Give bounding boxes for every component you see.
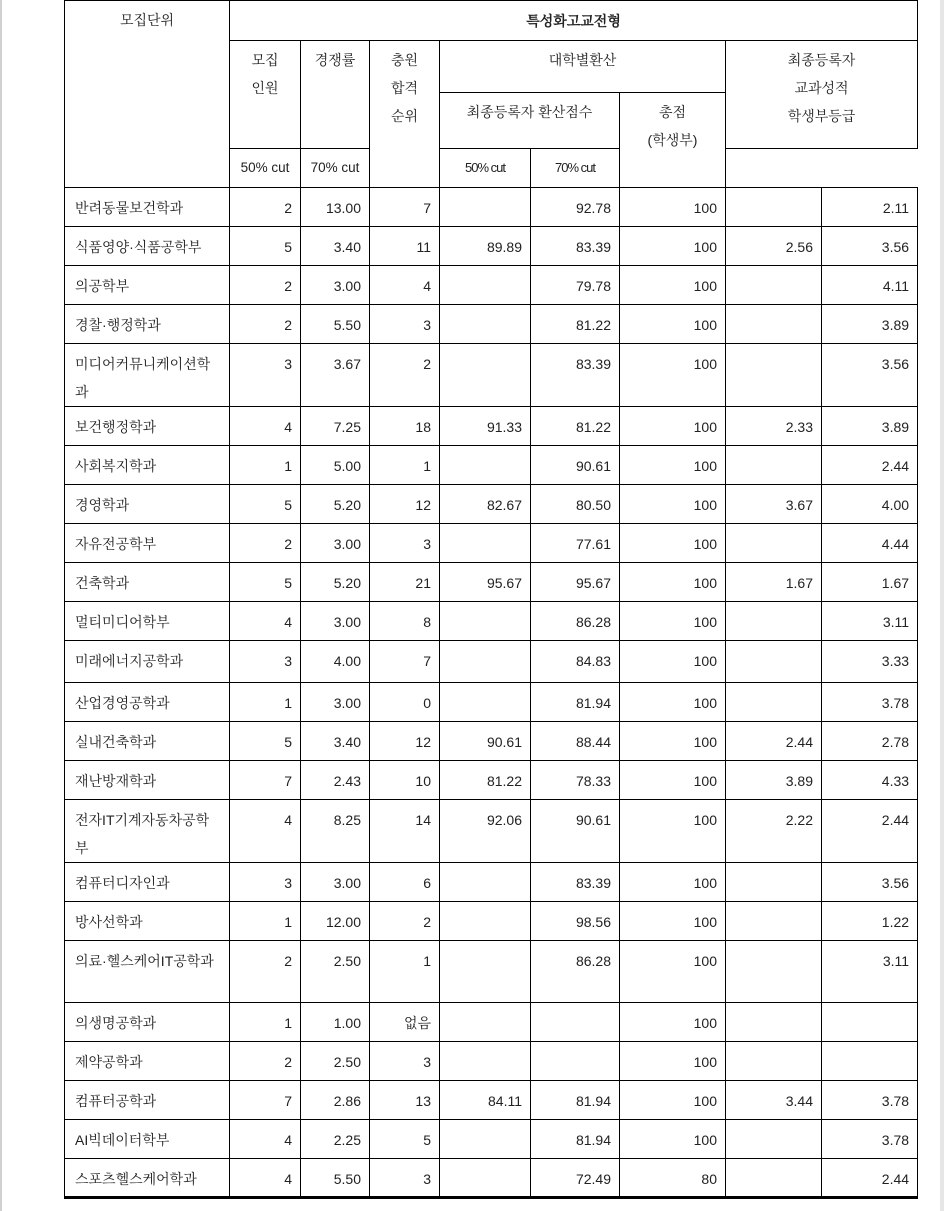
header-unit: 모집단위	[65, 1, 230, 188]
table-row	[65, 1003, 918, 1042]
table-row	[65, 188, 918, 227]
competition-rate-cell: 2.86	[301, 1081, 370, 1120]
recruit-count-cell: 4	[230, 602, 301, 641]
admission-results-table	[64, 0, 918, 1199]
unit-name-cell: AI빅데이터학부	[65, 1120, 230, 1159]
table-row	[65, 1081, 918, 1120]
table-row	[65, 524, 918, 563]
grade-70-cut-cell: 2.44	[822, 1159, 918, 1198]
grade-70-cut-cell: 3.56	[822, 863, 918, 902]
competition-rate-cell: 3.00	[301, 524, 370, 563]
grade-70-cut-cell	[822, 1003, 918, 1042]
score-50-cut-cell	[440, 683, 531, 722]
competition-rate-cell: 2.50	[301, 1042, 370, 1081]
score-70-cut-cell: 83.39	[531, 227, 620, 266]
score-50-cut-cell	[440, 524, 531, 563]
unit-name-cell: 의료·헬스케어IT공학과	[65, 941, 230, 1003]
competition-rate-cell: 5.00	[301, 446, 370, 485]
additional-rank-cell: 21	[370, 563, 440, 602]
recruit-count-cell: 1	[230, 446, 301, 485]
unit-name-cell: 보건행정학과	[65, 407, 230, 446]
grade-50-cut-cell: 3.44	[726, 1081, 822, 1120]
score-70-cut-cell: 81.22	[531, 305, 620, 344]
header-total: 총점 (학생부)	[620, 93, 726, 188]
unit-name-cell: 의생명공학과	[65, 1003, 230, 1042]
header-additional-rank: 충원 합격 순위	[370, 41, 440, 188]
competition-rate-cell: 2.25	[301, 1120, 370, 1159]
score-50-cut-cell: 81.22	[440, 761, 531, 800]
additional-rank-cell: 18	[370, 407, 440, 446]
total-score-cell: 100	[620, 407, 726, 446]
grade-50-cut-cell	[726, 641, 822, 683]
unit-name-cell: 건축학과	[65, 563, 230, 602]
recruit-count-cell: 2	[230, 266, 301, 305]
header-score-50-cut: 50% cut	[230, 149, 301, 188]
competition-rate-cell: 3.67	[301, 344, 370, 407]
competition-rate-cell: 12.00	[301, 902, 370, 941]
grade-70-cut-cell: 4.33	[822, 761, 918, 800]
additional-rank-cell: 5	[370, 1120, 440, 1159]
table-row	[65, 227, 918, 266]
unit-name-cell: 재난방재학과	[65, 761, 230, 800]
header-grade-50-cut: 50% cut	[440, 149, 531, 188]
competition-rate-cell: 7.25	[301, 407, 370, 446]
competition-rate-cell: 5.50	[301, 1159, 370, 1198]
competition-rate-cell: 8.25	[301, 800, 370, 863]
unit-name-cell: 방사선학과	[65, 902, 230, 941]
competition-rate-cell: 5.20	[301, 563, 370, 602]
unit-name-cell: 사회복지학과	[65, 446, 230, 485]
additional-rank-cell: 3	[370, 1159, 440, 1198]
table-row	[65, 722, 918, 761]
table-row	[65, 761, 918, 800]
unit-name-cell: 컴퓨터공학과	[65, 1081, 230, 1120]
grade-70-cut-cell: 2.44	[822, 446, 918, 485]
total-score-cell: 100	[620, 683, 726, 722]
score-50-cut-cell	[440, 602, 531, 641]
grade-70-cut-cell: 3.78	[822, 1120, 918, 1159]
score-50-cut-cell	[440, 941, 531, 1003]
total-score-cell: 100	[620, 1120, 726, 1159]
recruit-count-cell: 3	[230, 344, 301, 407]
grade-70-cut-cell: 2.11	[822, 188, 918, 227]
score-50-cut-cell	[440, 863, 531, 902]
score-70-cut-cell: 88.44	[531, 722, 620, 761]
additional-rank-cell: 12	[370, 485, 440, 524]
unit-name-cell: 경찰·행정학과	[65, 305, 230, 344]
score-70-cut-cell: 92.78	[531, 188, 620, 227]
table-row	[65, 563, 918, 602]
header-grade-70-cut: 70% cut	[531, 149, 620, 188]
competition-rate-cell: 3.00	[301, 266, 370, 305]
table-row	[65, 485, 918, 524]
recruit-count-cell: 5	[230, 227, 301, 266]
header-conversion: 대학별환산	[440, 41, 726, 93]
score-50-cut-cell	[440, 266, 531, 305]
grade-50-cut-cell	[726, 1159, 822, 1198]
recruit-count-cell: 3	[230, 641, 301, 683]
recruit-count-cell: 1	[230, 1003, 301, 1042]
total-score-cell: 100	[620, 761, 726, 800]
score-70-cut-cell: 83.39	[531, 344, 620, 407]
total-score-cell: 100	[620, 641, 726, 683]
grade-70-cut-cell: 3.56	[822, 344, 918, 407]
score-50-cut-cell	[440, 1003, 531, 1042]
score-70-cut-cell: 86.28	[531, 941, 620, 1003]
competition-rate-cell: 5.50	[301, 305, 370, 344]
total-score-cell: 100	[620, 863, 726, 902]
grade-50-cut-cell: 2.22	[726, 800, 822, 863]
score-70-cut-cell: 98.56	[531, 902, 620, 941]
grade-70-cut-cell: 3.56	[822, 227, 918, 266]
score-50-cut-cell: 89.89	[440, 227, 531, 266]
grade-50-cut-cell	[726, 863, 822, 902]
grade-50-cut-cell	[726, 902, 822, 941]
score-50-cut-cell	[440, 902, 531, 941]
table-row	[65, 344, 918, 407]
header-competition: 경쟁률	[301, 41, 370, 149]
additional-rank-cell: 10	[370, 761, 440, 800]
table-row	[65, 641, 918, 683]
unit-name-cell: 미래에너지공학과	[65, 641, 230, 683]
grade-70-cut-cell: 3.11	[822, 602, 918, 641]
total-score-cell: 100	[620, 227, 726, 266]
additional-rank-cell: 3	[370, 305, 440, 344]
unit-name-cell: 전자IT기계자동차공학부	[65, 800, 230, 863]
competition-rate-cell: 3.40	[301, 227, 370, 266]
unit-name-cell: 의공학부	[65, 266, 230, 305]
score-50-cut-cell	[440, 305, 531, 344]
grade-50-cut-cell	[726, 188, 822, 227]
total-score-cell: 100	[620, 902, 726, 941]
competition-rate-cell: 2.50	[301, 941, 370, 1003]
grade-70-cut-cell: 4.11	[822, 266, 918, 305]
grade-50-cut-cell: 3.67	[726, 485, 822, 524]
recruit-count-cell: 1	[230, 683, 301, 722]
recruit-count-cell: 5	[230, 563, 301, 602]
grade-50-cut-cell	[726, 602, 822, 641]
score-70-cut-cell: 90.61	[531, 446, 620, 485]
recruit-count-cell: 2	[230, 1042, 301, 1081]
recruit-count-cell: 4	[230, 800, 301, 863]
grade-70-cut-cell: 3.78	[822, 1081, 918, 1120]
grade-70-cut-cell: 4.00	[822, 485, 918, 524]
grade-50-cut-cell: 3.89	[726, 761, 822, 800]
score-70-cut-cell: 81.94	[531, 1081, 620, 1120]
unit-name-cell: 경영학과	[65, 485, 230, 524]
total-score-cell: 100	[620, 941, 726, 1003]
header-score-70-cut: 70% cut	[301, 149, 370, 188]
score-70-cut-cell: 81.94	[531, 1120, 620, 1159]
grade-50-cut-cell	[726, 1042, 822, 1081]
score-50-cut-cell: 95.67	[440, 563, 531, 602]
recruit-count-cell: 2	[230, 305, 301, 344]
grade-50-cut-cell	[726, 1120, 822, 1159]
total-score-cell: 100	[620, 563, 726, 602]
additional-rank-cell: 14	[370, 800, 440, 863]
grade-50-cut-cell	[726, 266, 822, 305]
score-50-cut-cell	[440, 1159, 531, 1198]
grade-50-cut-cell	[726, 524, 822, 563]
score-70-cut-cell: 86.28	[531, 602, 620, 641]
score-50-cut-cell	[440, 1042, 531, 1081]
table-row	[65, 446, 918, 485]
total-score-cell: 100	[620, 524, 726, 563]
grade-70-cut-cell: 4.44	[822, 524, 918, 563]
total-score-cell: 100	[620, 266, 726, 305]
additional-rank-cell: 2	[370, 902, 440, 941]
grade-70-cut-cell: 2.78	[822, 722, 918, 761]
total-score-cell: 100	[620, 188, 726, 227]
competition-rate-cell: 13.00	[301, 188, 370, 227]
score-70-cut-cell: 78.33	[531, 761, 620, 800]
total-score-cell: 100	[620, 446, 726, 485]
score-70-cut-cell	[531, 1003, 620, 1042]
score-70-cut-cell: 84.83	[531, 641, 620, 683]
score-50-cut-cell	[440, 1120, 531, 1159]
unit-name-cell: 미디어커뮤니케이션학과	[65, 344, 230, 407]
grade-50-cut-cell: 2.56	[726, 227, 822, 266]
grade-50-cut-cell	[726, 446, 822, 485]
competition-rate-cell: 3.00	[301, 863, 370, 902]
unit-name-cell: 제약공학과	[65, 1042, 230, 1081]
table-body	[65, 188, 918, 1198]
additional-rank-cell: 2	[370, 344, 440, 407]
score-50-cut-cell	[440, 344, 531, 407]
left-window-edge	[0, 0, 2, 1211]
additional-rank-cell: 12	[370, 722, 440, 761]
table-row	[65, 800, 918, 863]
recruit-count-cell: 1	[230, 902, 301, 941]
grade-50-cut-cell	[726, 344, 822, 407]
total-score-cell: 80	[620, 1159, 726, 1198]
total-score-cell: 100	[620, 602, 726, 641]
table-row	[65, 902, 918, 941]
score-70-cut-cell: 81.94	[531, 683, 620, 722]
score-70-cut-cell: 72.49	[531, 1159, 620, 1198]
total-score-cell: 100	[620, 305, 726, 344]
total-score-cell: 100	[620, 344, 726, 407]
total-score-cell: 100	[620, 1042, 726, 1081]
additional-rank-cell: 7	[370, 641, 440, 683]
competition-rate-cell: 5.20	[301, 485, 370, 524]
table-row	[65, 1120, 918, 1159]
grade-70-cut-cell	[822, 1042, 918, 1081]
grade-50-cut-cell	[726, 683, 822, 722]
recruit-count-cell: 4	[230, 407, 301, 446]
grade-50-cut-cell	[726, 941, 822, 1003]
competition-rate-cell: 1.00	[301, 1003, 370, 1042]
recruit-count-cell: 7	[230, 1081, 301, 1120]
recruit-count-cell: 3	[230, 863, 301, 902]
total-score-cell: 100	[620, 722, 726, 761]
additional-rank-cell: 6	[370, 863, 440, 902]
competition-rate-cell: 2.43	[301, 761, 370, 800]
grade-50-cut-cell	[726, 1003, 822, 1042]
additional-rank-cell: 4	[370, 266, 440, 305]
score-70-cut-cell: 83.39	[531, 863, 620, 902]
total-score-cell: 100	[620, 1003, 726, 1042]
header-admission-type: 특성화고교전형	[230, 1, 918, 41]
additional-rank-cell: 1	[370, 446, 440, 485]
additional-rank-cell: 13	[370, 1081, 440, 1120]
additional-rank-cell: 1	[370, 941, 440, 1003]
table-row	[65, 1159, 918, 1198]
competition-rate-cell: 3.40	[301, 722, 370, 761]
recruit-count-cell: 7	[230, 761, 301, 800]
competition-rate-cell: 4.00	[301, 641, 370, 683]
unit-name-cell: 스포츠헬스케어학과	[65, 1159, 230, 1198]
score-70-cut-cell: 95.67	[531, 563, 620, 602]
score-70-cut-cell: 80.50	[531, 485, 620, 524]
recruit-count-cell: 4	[230, 1120, 301, 1159]
grade-70-cut-cell: 2.44	[822, 800, 918, 863]
unit-name-cell: 자유전공학부	[65, 524, 230, 563]
score-50-cut-cell: 84.11	[440, 1081, 531, 1120]
total-score-cell: 100	[620, 485, 726, 524]
header-final-score: 최종등록자 환산점수	[440, 93, 620, 149]
table-row	[65, 305, 918, 344]
unit-name-cell: 멀티미디어학부	[65, 602, 230, 641]
additional-rank-cell: 없음	[370, 1003, 440, 1042]
score-50-cut-cell: 82.67	[440, 485, 531, 524]
scrollbar[interactable]	[940, 0, 944, 1211]
table-row	[65, 407, 918, 446]
score-70-cut-cell: 90.61	[531, 800, 620, 863]
table-row	[65, 683, 918, 722]
grade-70-cut-cell: 1.67	[822, 563, 918, 602]
additional-rank-cell: 3	[370, 1042, 440, 1081]
grade-50-cut-cell: 1.67	[726, 563, 822, 602]
grade-50-cut-cell: 2.33	[726, 407, 822, 446]
grade-50-cut-cell: 2.44	[726, 722, 822, 761]
grade-70-cut-cell: 3.89	[822, 305, 918, 344]
score-70-cut-cell: 79.78	[531, 266, 620, 305]
additional-rank-cell: 8	[370, 602, 440, 641]
grade-70-cut-cell: 3.78	[822, 683, 918, 722]
score-50-cut-cell	[440, 446, 531, 485]
score-50-cut-cell: 92.06	[440, 800, 531, 863]
recruit-count-cell: 2	[230, 524, 301, 563]
grade-50-cut-cell	[726, 305, 822, 344]
additional-rank-cell: 7	[370, 188, 440, 227]
competition-rate-cell: 3.00	[301, 683, 370, 722]
unit-name-cell: 식품영양·식품공학부	[65, 227, 230, 266]
header-recruit: 모집 인원	[230, 41, 301, 149]
grade-70-cut-cell: 1.22	[822, 902, 918, 941]
recruit-count-cell: 5	[230, 722, 301, 761]
header-grades: 최종등록자 교과성적 학생부등급	[726, 41, 918, 149]
table-row	[65, 602, 918, 641]
score-50-cut-cell: 91.33	[440, 407, 531, 446]
grade-70-cut-cell: 3.11	[822, 941, 918, 1003]
score-50-cut-cell: 90.61	[440, 722, 531, 761]
total-score-cell: 100	[620, 800, 726, 863]
score-70-cut-cell	[531, 1042, 620, 1081]
additional-rank-cell: 11	[370, 227, 440, 266]
additional-rank-cell: 0	[370, 683, 440, 722]
unit-name-cell: 실내건축학과	[65, 722, 230, 761]
table-row	[65, 1042, 918, 1081]
unit-name-cell: 컴퓨터디자인과	[65, 863, 230, 902]
score-70-cut-cell: 77.61	[531, 524, 620, 563]
score-70-cut-cell: 81.22	[531, 407, 620, 446]
table-row	[65, 941, 918, 1003]
additional-rank-cell: 3	[370, 524, 440, 563]
grade-70-cut-cell: 3.89	[822, 407, 918, 446]
score-50-cut-cell	[440, 188, 531, 227]
unit-name-cell: 반려동물보건학과	[65, 188, 230, 227]
unit-name-cell: 산업경영공학과	[65, 683, 230, 722]
score-50-cut-cell	[440, 641, 531, 683]
competition-rate-cell: 3.00	[301, 602, 370, 641]
total-score-cell: 100	[620, 1081, 726, 1120]
table-row	[65, 266, 918, 305]
recruit-count-cell: 2	[230, 188, 301, 227]
table-row	[65, 863, 918, 902]
recruit-count-cell: 5	[230, 485, 301, 524]
grade-70-cut-cell: 3.33	[822, 641, 918, 683]
recruit-count-cell: 2	[230, 941, 301, 1003]
recruit-count-cell: 4	[230, 1159, 301, 1198]
